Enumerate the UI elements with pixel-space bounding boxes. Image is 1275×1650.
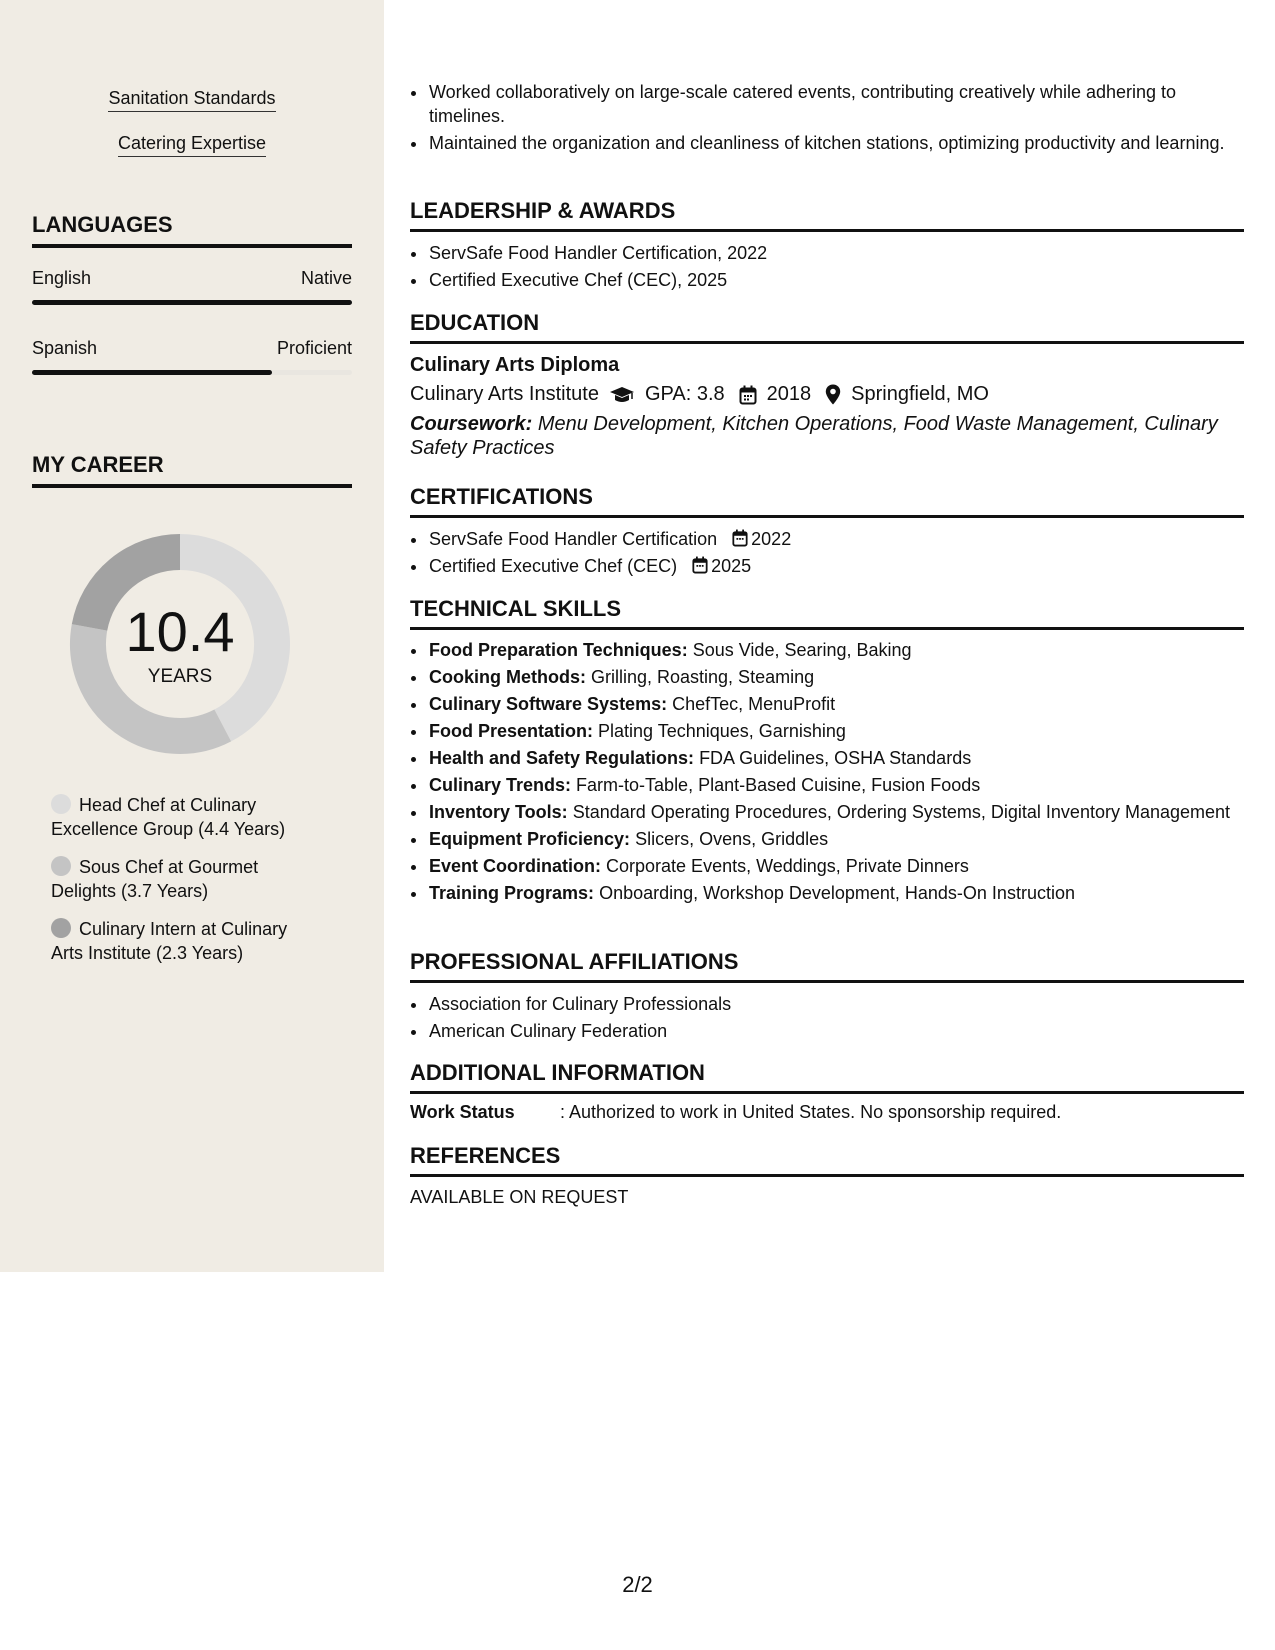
additional-info-section — [410, 1060, 1244, 1123]
language-name: English — [32, 268, 92, 288]
list-item: • Certified Executive Chef (CEC), 2025 — [428, 267, 1244, 294]
calendar-icon — [739, 385, 757, 405]
career-legend-item: Sous Chef at Gourmet Delights (3.7 Years) — [51, 857, 259, 901]
list-item: • ServSafe Food Handler Certification 2022 — [428, 526, 1244, 553]
legend-dot-icon — [51, 918, 71, 938]
page-number: 2/2 — [622, 1572, 653, 1597]
career-heading: MY CAREER — [32, 452, 352, 488]
gpa: GPA: 3.8 — [644, 383, 725, 405]
graduation-cap-icon — [609, 385, 635, 405]
school: Culinary Arts Institute — [410, 383, 599, 405]
list-item: • Food Presentation: Plating Techniques, Garnishing — [428, 719, 1244, 743]
leadership-section — [410, 198, 1244, 294]
education-section — [410, 310, 1244, 460]
section-heading: REFERENCES — [410, 1143, 1244, 1177]
degree: Culinary Arts Diploma — [410, 354, 620, 376]
language-bar — [32, 300, 352, 305]
section-heading: TECHNICAL SKILLS — [410, 596, 1244, 630]
skill-tag: Catering Expertise — [0, 133, 384, 154]
list-item: • Cooking Methods: Grilling, Roasting, Steaming — [428, 665, 1244, 689]
work-status-row — [410, 1102, 1244, 1123]
references-text: AVAILABLE ON REQUEST — [410, 1187, 629, 1207]
calendar-icon — [692, 556, 708, 574]
list-item: • Association for Culinary Professionals — [428, 991, 1244, 1018]
list-item: • ServSafe Food Handler Certification, 2022 — [428, 240, 1244, 267]
languages-heading: LANGUAGES — [32, 212, 352, 248]
list-item: • Training Programs: Onboarding, Workshop Development, Hands-On Instruction — [428, 881, 1244, 905]
list-item: • American Culinary Federation — [428, 1018, 1244, 1045]
list-item: • Event Coordination: Corporate Events, Weddings, Private Dinners — [428, 854, 1244, 878]
language-level: Proficient — [276, 338, 352, 358]
list-item: • Health and Safety Regulations: FDA Guidelines, OSHA Standards — [428, 746, 1244, 770]
list-item: • Worked collaboratively on large-scale catered events, contributing creatively while adhering to timelines. — [428, 80, 1244, 128]
graduation-year: 2018 — [766, 383, 812, 405]
section-heading: CERTIFICATIONS — [410, 484, 1244, 518]
section-heading: ADDITIONAL INFORMATION — [410, 1060, 1244, 1094]
career-legend-item: Head Chef at Culinary Excellence Group (4.4 Years) — [51, 795, 286, 839]
language-row — [32, 268, 352, 289]
list-item: • Equipment Proficiency: Slicers, Ovens, Griddles — [428, 827, 1244, 851]
location: Springfield, MO — [851, 383, 989, 405]
references-section — [410, 1143, 1244, 1208]
calendar-icon — [732, 529, 748, 547]
technical-skills-section — [410, 596, 1244, 908]
list-item: • Food Preparation Techniques: Sous Vide, Searing, Baking — [428, 638, 1244, 662]
list-item: • Culinary Software Systems: ChefTec, MenuProfit — [428, 692, 1244, 716]
education-details — [410, 383, 1244, 406]
legend-dot-icon — [51, 794, 71, 814]
location-pin-icon — [825, 384, 841, 405]
coursework: Coursework: Menu Development, Kitchen Operations, Food Waste Management, Culinary Safety Practices — [410, 413, 1218, 459]
career-total-unit: YEARS — [147, 666, 213, 687]
experience-continued — [410, 80, 1244, 158]
certifications-section — [410, 484, 1244, 580]
language-name: Spanish — [32, 338, 98, 358]
language-bar — [32, 370, 352, 375]
language-bar-fill — [32, 370, 272, 375]
language-level: Native — [300, 268, 352, 288]
career-total-years: 10.4 — [125, 600, 235, 663]
section-heading: PROFESSIONAL AFFILIATIONS — [410, 949, 1244, 983]
work-status-label: Work Status — [410, 1102, 515, 1122]
language-row — [32, 338, 352, 359]
affiliations-section — [410, 949, 1244, 1045]
career-legend-item: Culinary Intern at Culinary Arts Institute (2.3 Years) — [51, 919, 288, 963]
legend-dot-icon — [51, 856, 71, 876]
skill-tag: Sanitation Standards — [0, 88, 384, 109]
list-item: • Maintained the organization and cleanliness of kitchen stations, optimizing productivity and learning. — [428, 131, 1244, 155]
list-item: • Culinary Trends: Farm-to-Table, Plant-Based Cuisine, Fusion Foods — [428, 773, 1244, 797]
sidebar — [0, 0, 384, 1272]
list-item: • Certified Executive Chef (CEC) 2025 — [428, 553, 1244, 580]
language-bar-fill — [32, 300, 352, 305]
work-status-value: : Authorized to work in United States. No sponsorship required. — [560, 1102, 1062, 1122]
list-item: • Inventory Tools: Standard Operating Procedures, Ordering Systems, Digital Inventory Management — [428, 800, 1244, 824]
section-heading: EDUCATION — [410, 310, 1244, 344]
section-heading: LEADERSHIP & AWARDS — [410, 198, 1244, 232]
